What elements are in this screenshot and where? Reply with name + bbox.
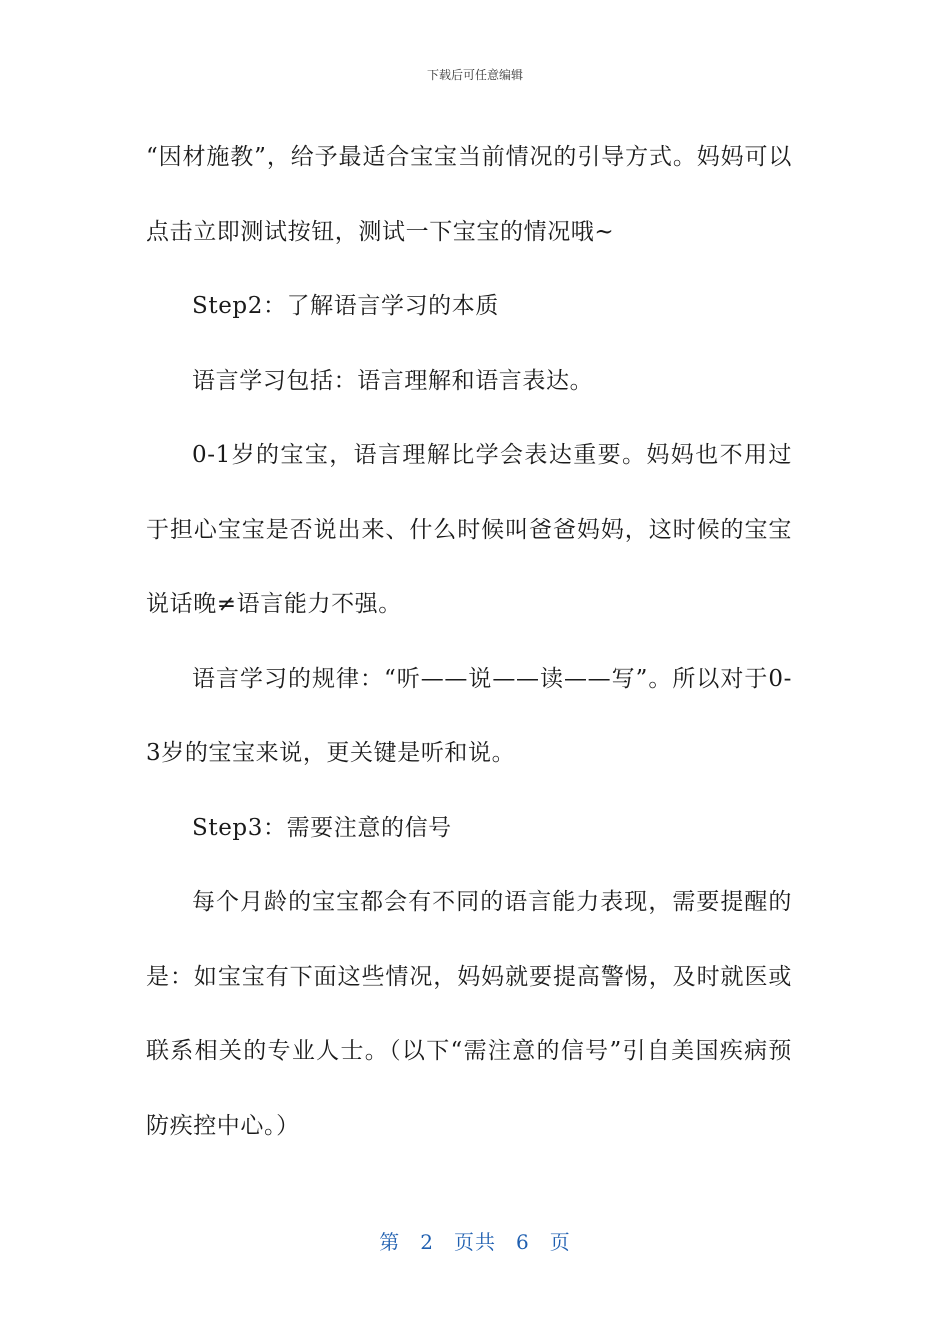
header-note: 下载后可任意编辑 [426,68,523,82]
paragraph-4: 0-1岁的宝宝，语言理解比学会表达重要。妈妈也不用过于担心宝宝是否说出来、什么时候叫爸爸妈妈，这时候的宝宝说话晚≠语言能力不强。 [146,442,792,617]
footer-suffix: 页 [549,1230,571,1254]
paragraph-3: 语言学习包括：语言理解和语言表达。 [192,367,594,394]
document-body [146,120,792,1163]
paragraph-5: 语言学习的规律：“听——说——读——写”。所以对于0-3岁的宝宝来说，更关键是听和说。 [146,665,792,766]
footer-prefix: 第 [379,1230,401,1254]
footer-total-pages: 6 [516,1230,530,1254]
page-footer [0,1226,950,1255]
footer-current-page: 2 [420,1230,434,1254]
paragraph-7: 每个月龄的宝宝都会有不同的语言能力表现，需要提醒的是：如宝宝有下面这些情况，妈妈就要提高警惕，及时就医或联系相关的专业人士。（以下“需注意的信号”引自美国疾病预防疾控中心。） [146,889,792,1139]
paragraph-step2-heading: Step2：了解语言学习的本质 [192,293,499,319]
paragraph-step3-heading: Step3：需要注意的信号 [192,814,452,841]
footer-middle: 页共 [454,1230,496,1254]
paragraph-1: “因材施教”，给予最适合宝宝当前情况的引导方式。妈妈可以点击立即测试按钮，测试一下宝宝的情况哦~ [146,144,792,245]
